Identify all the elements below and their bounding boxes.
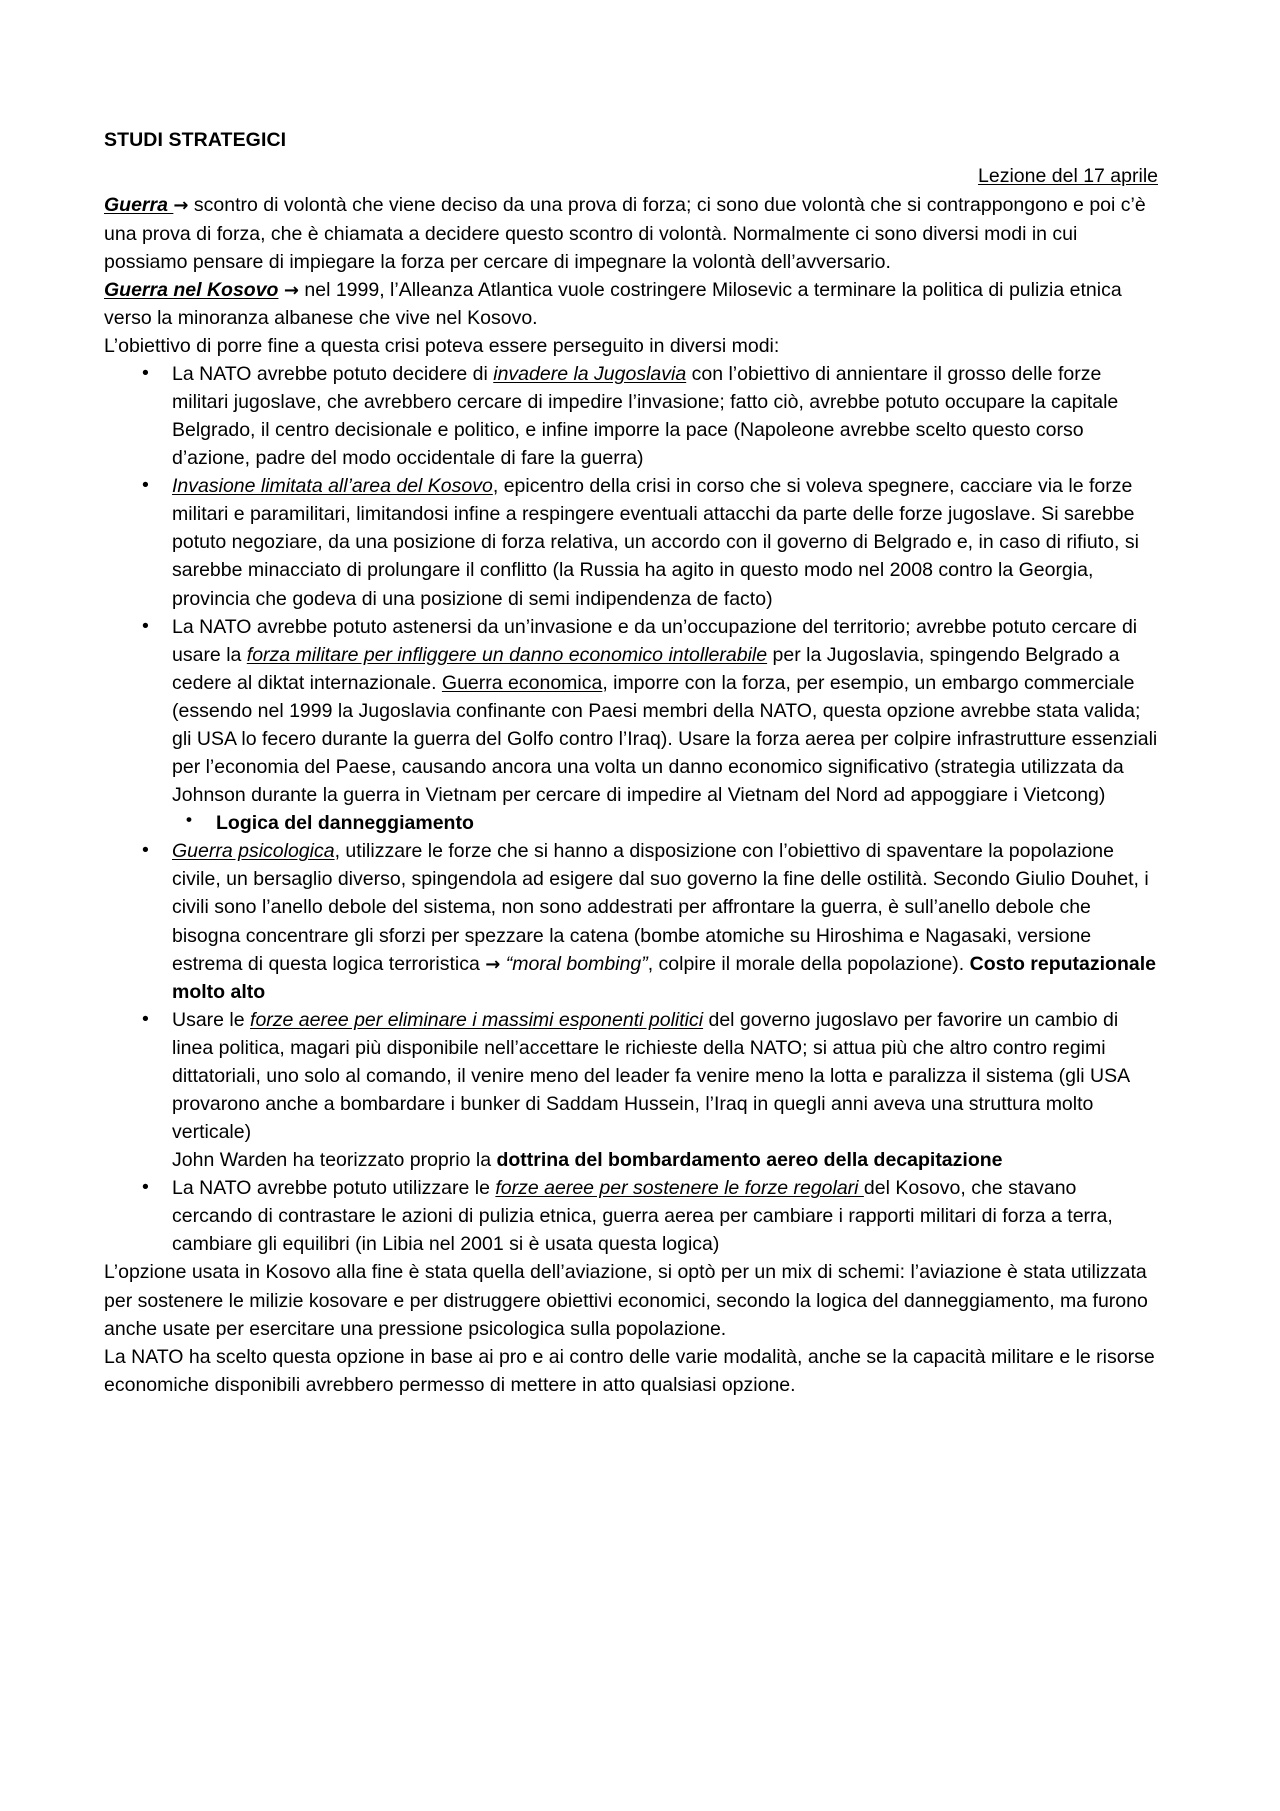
- paragraph-guerra-kosovo: [104, 276, 1158, 332]
- bullet-3-emphasis-2: Guerra economica: [441, 671, 603, 694]
- bullet-5-post-2: , colpire il morale della popolazione).: [647, 952, 970, 975]
- bullet-5-italic-quote: “moral bombing”: [505, 952, 648, 975]
- bullet-6-pre: Usare le: [172, 1008, 251, 1031]
- arrow-icon-3: →: [485, 953, 501, 975]
- paragraph-lead-in: L’obiettivo di porre fine a questa crisi poteva essere perseguito in diversi modi:: [104, 334, 780, 357]
- bullet-6-post: del governo jugoslavo per favorire un cambio di linea politica, magari più disponibile nell’accettare le richieste della NATO; si attua più che altro contro regimi dittatoriali, uno solo al comando, il venire meno del leader fa venire meno la lotta e paralizza il sistema (gli USA provarono anche a bombardare i bunker di Saddam Hussein, l’Iraq in quegli anni aveva una struttura molto verticale): [172, 1008, 1130, 1144]
- bullet-1-pre: La NATO avrebbe potuto decidere di: [172, 362, 494, 385]
- bullet-1-post: con l’obiettivo di annientare il grosso delle forze militari jugoslave, che avrebbero cercare di impedire l’invasione; fatto ciò, avrebbe potuto occupare la capitale Belgrado, il centro decisionale e politico, e infine imporre la pace (Napoleone avrebbe scelto questo corso d’azione, padre del modo occidentale di fare la guerra): [172, 362, 1119, 470]
- bullet-6-follow-line: [172, 1146, 1158, 1174]
- kosovo-def-line1: nel 1999, l’Alleanza Atlantica vuole costringere Milosevic a terminare la politica di: [298, 278, 1004, 301]
- options-list: [104, 360, 1158, 1259]
- guerra-def-line3: Normalmente ci sono diversi modi in cui possiamo pensare di impiegare la forza per cercare di impegnare la: [104, 222, 1078, 273]
- guerra-def-line2: contrappongono e poi c’è una prova di forza, che è chiamata a decidere questo scontro di volontà.: [104, 194, 1146, 245]
- lesson-header: [104, 164, 1158, 190]
- bullet-5-bold-tail: Costo reputazionale molto alto: [172, 952, 1156, 1003]
- closing-paragraph-1: L’opzione usata in Kosovo alla fine è stata quella dell’aviazione, si optò per un mix di schemi: l’aviazione è stata utilizzata per sostenere le milizie kosovare e per distruggere obiettivi economici, secondo la logica del danneggiamento, ma furono anche usate per esercitare una pressione psicologica sulla popolazione.: [104, 1261, 1148, 1340]
- term-guerra-nel-kosovo: Guerra nel Kosovo: [104, 278, 279, 301]
- kosovo-def-line2: pulizia etnica verso la minoranza albanese che vive nel Kosovo.: [104, 278, 1122, 329]
- lesson-header-text: Lezione del 17 aprile: [978, 164, 1158, 187]
- bullet-1-emphasis: invadere la Jugoslavia: [493, 362, 687, 385]
- arrow-icon: →: [173, 195, 189, 217]
- closing-paragraph-2: La NATO ha scelto questa opzione in base ai pro e ai contro delle varie modalità, anche se la capacità militare e le risorse economiche disponibili avrebbero permesso di mettere in atto qualsiasi opzione.: [104, 1345, 1155, 1396]
- sub-bullet-label: Logica del danneggiamento: [216, 812, 474, 835]
- bullet-7-post: del Kosovo, che stavano cercando di contrastare le azioni di pulizia etnica, guerra aerea per cambiare i rapporti militari di forza a terra, cambiare gli equilibri (in Libia nel 2001 si è usata questa logica): [172, 1177, 1113, 1256]
- bullet-3-post-2: , imporre con la forza, per esempio, un embargo commerciale (essendo nel 1999 la Jugoslavia confinante con Paesi membri della NATO, questa opzione avrebbe stata valida; gli USA lo fecero durante la guerra del Golfo contro l’Iraq). Usare la forza aerea per colpire infrastrutture essenziali per l’economia del Paese, causando ancora una volta un danno economico significativo (strategia utilizzata da Johnson durante la guerra in Vietnam per cercare di impedire al Vietnam del Nord ad appoggiare i Vietcong): [172, 671, 1158, 807]
- bullet-6-follow-pre: John Warden ha teorizzato proprio la: [172, 1149, 497, 1172]
- page-title: STUDI STRATEGICI: [104, 129, 287, 151]
- bullet-2-emphasis: Invasione limitata all’area del Kosovo: [172, 475, 493, 498]
- paragraph-guerra-definition: [104, 191, 1158, 275]
- bullet-3-post: per la Jugoslavia, spingendo Belgrado a cedere al diktat internazionale.: [172, 643, 1120, 694]
- list-item-invasione-totale: [104, 360, 1158, 472]
- guerra-def-line1: scontro di volontà che viene deciso da una prova di forza; ci sono due volontà che si: [188, 194, 922, 217]
- arrow-icon-2: →: [283, 279, 299, 301]
- guerra-def-line4: volontà dell’avversario.: [692, 250, 891, 273]
- bullet-2-post: , epicentro della crisi in corso che si voleva spegnere, cacciare via le forze militari e paramilitari, limitandosi infine a respingere eventuali attacchi da parte delle forze jugoslave. Si sarebbe potuto negoziare, da una posizione di forza relativa, un accordo con il governo di Belgrado e, in caso di rifiuto, si sarebbe minacciato di prolungare il conflitto (la Russia ha agito in questo modo nel 2008 contro la Georgia, provincia che godeva di una posizione di semi indipendenza de facto): [172, 475, 1139, 610]
- list-item-guerra-psicologica: [104, 837, 1158, 1005]
- bullet-6-follow-bold: dottrina del bombardamento aereo della decapitazione: [496, 1149, 1003, 1172]
- bullet-5-emphasis: Guerra psicologica: [172, 840, 335, 863]
- bullet-7-emphasis: forze aeree per sostenere le forze regolari: [495, 1177, 864, 1200]
- list-item-invasione-limitata: [104, 472, 1158, 612]
- bullet-6-emphasis: forze aeree per eliminare i massimi esponenti politici: [250, 1008, 704, 1031]
- bullet-3-emphasis: forza militare per infliggere un danno economico intollerabile: [246, 643, 768, 666]
- term-guerra: Guerra: [104, 194, 174, 217]
- bullet-5-post: , utilizzare le forze che si hanno a disposizione con l’obiettivo di spaventare la popolazione civile, un bersaglio diverso, spingendola ad esigere dal suo governo la fine delle ostilità. Secondo Giulio Douhet, i civili sono l’anello debole del sistema, non sono addestrati per affrontare la guerra, è sull’anello debole che bisogna concentrare gli sforzi per spezzare la catena (bombe atomiche su Hiroshima e Nagasaki, versione estrema di questa logica terroristica: [172, 840, 1149, 975]
- bullet-7-pre: La NATO avrebbe potuto utilizzare le: [172, 1177, 496, 1200]
- list-item-decapitazione: [104, 1006, 1158, 1174]
- list-item-sostegno-forze-regolari: [104, 1174, 1158, 1258]
- list-item-danno-economico: [104, 613, 1158, 810]
- bullet-3-pre: La NATO avrebbe potuto astenersi da un’invasione e da un’occupazione del territorio; avrebbe potuto cercare di usare la: [172, 615, 1138, 666]
- list-item-logica-danneggiamento: [104, 809, 1158, 837]
